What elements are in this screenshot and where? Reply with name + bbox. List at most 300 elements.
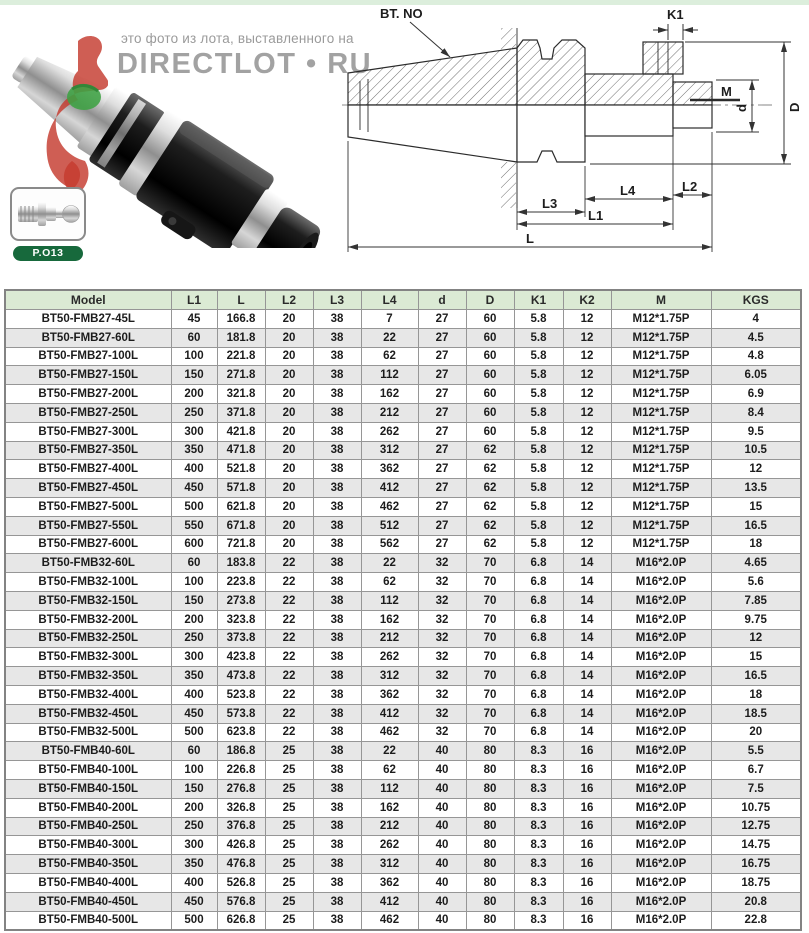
table-row: [5, 685, 801, 704]
value-cell: 526.8: [217, 873, 265, 892]
value-cell: 32: [418, 704, 466, 723]
value-cell: 70: [466, 723, 514, 742]
value-cell: 16: [563, 798, 611, 817]
value-cell: 16.5: [711, 667, 801, 686]
value-cell: 22.8: [711, 911, 801, 930]
value-cell: M12*1.75P: [611, 310, 711, 329]
value-cell: 5.8: [514, 479, 563, 498]
table-row: [5, 554, 801, 573]
value-cell: 20: [265, 385, 313, 404]
value-cell: 426.8: [217, 836, 265, 855]
value-cell: 16: [563, 911, 611, 930]
value-cell: M16*2.0P: [611, 761, 711, 780]
value-cell: M16*2.0P: [611, 779, 711, 798]
value-cell: 400: [171, 873, 217, 892]
value-cell: 60: [466, 347, 514, 366]
value-cell: 5.8: [514, 460, 563, 479]
table-row: [5, 479, 801, 498]
value-cell: 623.8: [217, 723, 265, 742]
value-cell: 462: [361, 497, 418, 516]
value-cell: 4.5: [711, 328, 801, 347]
value-cell: 5.8: [514, 310, 563, 329]
value-cell: 326.8: [217, 798, 265, 817]
value-cell: 16: [563, 817, 611, 836]
value-cell: 7.5: [711, 779, 801, 798]
value-cell: 300: [171, 422, 217, 441]
value-cell: 38: [313, 685, 361, 704]
value-cell: 150: [171, 366, 217, 385]
value-cell: 38: [313, 385, 361, 404]
column-header-d: d: [418, 290, 466, 310]
value-cell: 25: [265, 742, 313, 761]
value-cell: 5.8: [514, 441, 563, 460]
value-cell: 10.5: [711, 441, 801, 460]
value-cell: 14: [563, 723, 611, 742]
column-header-kgs: KGS: [711, 290, 801, 310]
label-l2: L2: [682, 179, 698, 194]
value-cell: M16*2.0P: [611, 723, 711, 742]
value-cell: 523.8: [217, 685, 265, 704]
value-cell: 70: [466, 667, 514, 686]
value-cell: 32: [418, 591, 466, 610]
value-cell: 8.3: [514, 836, 563, 855]
value-cell: 6.8: [514, 573, 563, 592]
value-cell: M16*2.0P: [611, 817, 711, 836]
ground-hatch-top: [501, 28, 516, 70]
value-cell: 38: [313, 347, 361, 366]
value-cell: 38: [313, 704, 361, 723]
value-cell: 70: [466, 610, 514, 629]
value-cell: 571.8: [217, 479, 265, 498]
value-cell: 20: [265, 347, 313, 366]
value-cell: 62: [466, 497, 514, 516]
value-cell: 462: [361, 911, 418, 930]
value-cell: 12: [563, 347, 611, 366]
value-cell: 80: [466, 798, 514, 817]
value-cell: M12*1.75P: [611, 366, 711, 385]
value-cell: 22: [265, 667, 313, 686]
value-cell: M16*2.0P: [611, 648, 711, 667]
value-cell: 14: [563, 704, 611, 723]
value-cell: 38: [313, 629, 361, 648]
value-cell: 14: [563, 573, 611, 592]
table-row: [5, 573, 801, 592]
value-cell: 20: [265, 460, 313, 479]
value-cell: 500: [171, 497, 217, 516]
table-row: [5, 629, 801, 648]
value-cell: 40: [418, 855, 466, 874]
value-cell: 60: [171, 742, 217, 761]
value-cell: 22: [265, 629, 313, 648]
value-cell: M16*2.0P: [611, 836, 711, 855]
value-cell: 13.5: [711, 479, 801, 498]
value-cell: 80: [466, 836, 514, 855]
value-cell: 12: [563, 403, 611, 422]
model-cell: BT50-FMB32-200L: [5, 610, 171, 629]
value-cell: 62: [361, 347, 418, 366]
value-cell: M12*1.75P: [611, 479, 711, 498]
value-cell: 450: [171, 892, 217, 911]
value-cell: 8.3: [514, 873, 563, 892]
table-row: [5, 667, 801, 686]
value-cell: 20: [265, 366, 313, 385]
value-cell: 32: [418, 573, 466, 592]
value-cell: 14: [563, 648, 611, 667]
model-cell: BT50-FMB40-400L: [5, 873, 171, 892]
table-row: [5, 516, 801, 535]
value-cell: 12: [563, 366, 611, 385]
value-cell: M16*2.0P: [611, 554, 711, 573]
value-cell: 6.8: [514, 648, 563, 667]
table-row: [5, 497, 801, 516]
value-cell: 5.6: [711, 573, 801, 592]
value-cell: 38: [313, 573, 361, 592]
model-cell: BT50-FMB40-500L: [5, 911, 171, 930]
value-cell: 62: [466, 460, 514, 479]
label-d-big: D: [787, 102, 802, 112]
value-cell: 562: [361, 535, 418, 554]
value-cell: 12: [711, 629, 801, 648]
value-cell: 7: [361, 310, 418, 329]
model-cell: BT50-FMB27-550L: [5, 516, 171, 535]
value-cell: 25: [265, 911, 313, 930]
value-cell: 8.3: [514, 892, 563, 911]
table-row: [5, 591, 801, 610]
value-cell: 22: [361, 742, 418, 761]
value-cell: 423.8: [217, 648, 265, 667]
value-cell: 6.7: [711, 761, 801, 780]
model-cell: BT50-FMB27-300L: [5, 422, 171, 441]
value-cell: 15: [711, 497, 801, 516]
value-cell: 70: [466, 629, 514, 648]
value-cell: 25: [265, 817, 313, 836]
table-row: [5, 535, 801, 554]
value-cell: 14: [563, 554, 611, 573]
value-cell: 38: [313, 554, 361, 573]
table-row: [5, 873, 801, 892]
table-row: [5, 610, 801, 629]
value-cell: 38: [313, 648, 361, 667]
model-cell: BT50-FMB32-150L: [5, 591, 171, 610]
value-cell: 5.8: [514, 328, 563, 347]
column-header-l1: L1: [171, 290, 217, 310]
ground-hatch-bottom: [501, 162, 516, 208]
label-k1: K1: [667, 7, 684, 22]
value-cell: 362: [361, 685, 418, 704]
value-cell: 8.3: [514, 855, 563, 874]
value-cell: 60: [466, 422, 514, 441]
value-cell: 16: [563, 742, 611, 761]
value-cell: 626.8: [217, 911, 265, 930]
pull-stud-image: [12, 189, 84, 239]
value-cell: 32: [418, 648, 466, 667]
model-cell: BT50-FMB32-500L: [5, 723, 171, 742]
value-cell: 186.8: [217, 742, 265, 761]
value-cell: 22: [265, 554, 313, 573]
table-row: [5, 779, 801, 798]
value-cell: 38: [313, 892, 361, 911]
value-cell: 20: [711, 723, 801, 742]
value-cell: 80: [466, 779, 514, 798]
value-cell: 350: [171, 441, 217, 460]
value-cell: 25: [265, 761, 313, 780]
model-cell: BT50-FMB40-450L: [5, 892, 171, 911]
value-cell: 112: [361, 779, 418, 798]
value-cell: 22: [265, 704, 313, 723]
value-cell: 400: [171, 685, 217, 704]
value-cell: 80: [466, 742, 514, 761]
value-cell: 12: [563, 441, 611, 460]
value-cell: 8.3: [514, 798, 563, 817]
value-cell: 62: [361, 573, 418, 592]
value-cell: 500: [171, 911, 217, 930]
model-cell: BT50-FMB27-100L: [5, 347, 171, 366]
table-row: [5, 648, 801, 667]
value-cell: 226.8: [217, 761, 265, 780]
value-cell: 8.3: [514, 911, 563, 930]
section-upper: [348, 40, 712, 105]
value-cell: 38: [313, 761, 361, 780]
value-cell: 40: [418, 798, 466, 817]
value-cell: M16*2.0P: [611, 610, 711, 629]
value-cell: 100: [171, 573, 217, 592]
value-cell: 262: [361, 836, 418, 855]
table-row: [5, 836, 801, 855]
value-cell: 362: [361, 873, 418, 892]
model-cell: BT50-FMB40-350L: [5, 855, 171, 874]
outline-lower: [348, 105, 712, 162]
value-cell: 38: [313, 667, 361, 686]
value-cell: 38: [313, 798, 361, 817]
value-cell: 221.8: [217, 347, 265, 366]
value-cell: 271.8: [217, 366, 265, 385]
table-row: [5, 328, 801, 347]
value-cell: 80: [466, 817, 514, 836]
value-cell: M16*2.0P: [611, 629, 711, 648]
value-cell: 25: [265, 836, 313, 855]
value-cell: 14: [563, 685, 611, 704]
value-cell: 32: [418, 723, 466, 742]
label-m: M: [721, 84, 732, 99]
value-cell: 22: [265, 685, 313, 704]
model-cell: BT50-FMB27-60L: [5, 328, 171, 347]
value-cell: 38: [313, 836, 361, 855]
value-cell: 100: [171, 761, 217, 780]
value-cell: 27: [418, 497, 466, 516]
value-cell: M16*2.0P: [611, 798, 711, 817]
value-cell: 450: [171, 479, 217, 498]
value-cell: 162: [361, 798, 418, 817]
table-row: [5, 723, 801, 742]
value-cell: 12: [563, 535, 611, 554]
value-cell: 721.8: [217, 535, 265, 554]
value-cell: 250: [171, 817, 217, 836]
value-cell: 25: [265, 779, 313, 798]
table-row: [5, 742, 801, 761]
model-cell: BT50-FMB32-400L: [5, 685, 171, 704]
value-cell: 6.9: [711, 385, 801, 404]
value-cell: 14: [563, 591, 611, 610]
value-cell: 27: [418, 422, 466, 441]
value-cell: 5.8: [514, 497, 563, 516]
value-cell: 162: [361, 610, 418, 629]
value-cell: 40: [418, 761, 466, 780]
value-cell: 462: [361, 723, 418, 742]
value-cell: 6.8: [514, 685, 563, 704]
value-cell: 40: [418, 836, 466, 855]
value-cell: 12: [563, 479, 611, 498]
value-cell: 162: [361, 385, 418, 404]
value-cell: 473.8: [217, 667, 265, 686]
value-cell: 521.8: [217, 460, 265, 479]
value-cell: 8.3: [514, 761, 563, 780]
value-cell: 70: [466, 648, 514, 667]
value-cell: 38: [313, 610, 361, 629]
value-cell: 100: [171, 347, 217, 366]
value-cell: 38: [313, 441, 361, 460]
value-cell: 38: [313, 591, 361, 610]
value-cell: 27: [418, 403, 466, 422]
table-row: [5, 422, 801, 441]
value-cell: 4: [711, 310, 801, 329]
value-cell: 6.8: [514, 591, 563, 610]
table-row: [5, 460, 801, 479]
value-cell: 371.8: [217, 403, 265, 422]
value-cell: 600: [171, 535, 217, 554]
value-cell: 223.8: [217, 573, 265, 592]
model-cell: BT50-FMB27-45L: [5, 310, 171, 329]
value-cell: 16: [563, 892, 611, 911]
value-cell: 12: [563, 385, 611, 404]
value-cell: 20: [265, 403, 313, 422]
value-cell: 312: [361, 441, 418, 460]
value-cell: 80: [466, 873, 514, 892]
model-cell: BT50-FMB32-350L: [5, 667, 171, 686]
value-cell: 373.8: [217, 629, 265, 648]
value-cell: M16*2.0P: [611, 742, 711, 761]
table-row: [5, 761, 801, 780]
value-cell: 20: [265, 422, 313, 441]
dimension-diagram: [340, 2, 805, 267]
value-cell: 12: [711, 460, 801, 479]
value-cell: M12*1.75P: [611, 535, 711, 554]
value-cell: 500: [171, 723, 217, 742]
table-row: [5, 310, 801, 329]
value-cell: 181.8: [217, 328, 265, 347]
value-cell: 12: [563, 422, 611, 441]
value-cell: 8.3: [514, 779, 563, 798]
value-cell: 38: [313, 460, 361, 479]
column-header-k1: K1: [514, 290, 563, 310]
value-cell: 5.8: [514, 516, 563, 535]
model-cell: BT50-FMB40-100L: [5, 761, 171, 780]
value-cell: 12.75: [711, 817, 801, 836]
value-cell: 12: [563, 460, 611, 479]
value-cell: 12: [563, 310, 611, 329]
value-cell: 32: [418, 554, 466, 573]
value-cell: M16*2.0P: [611, 704, 711, 723]
table-row: [5, 892, 801, 911]
value-cell: 112: [361, 591, 418, 610]
value-cell: 45: [171, 310, 217, 329]
model-cell: BT50-FMB27-400L: [5, 460, 171, 479]
value-cell: 40: [418, 911, 466, 930]
value-cell: M16*2.0P: [611, 573, 711, 592]
value-cell: 150: [171, 591, 217, 610]
value-cell: 18: [711, 535, 801, 554]
value-cell: M16*2.0P: [611, 911, 711, 930]
value-cell: 20: [265, 441, 313, 460]
value-cell: 450: [171, 704, 217, 723]
column-header-m: M: [611, 290, 711, 310]
value-cell: 18: [711, 685, 801, 704]
table-row: [5, 911, 801, 930]
value-cell: 20: [265, 535, 313, 554]
value-cell: 471.8: [217, 441, 265, 460]
value-cell: 7.85: [711, 591, 801, 610]
value-cell: M12*1.75P: [611, 328, 711, 347]
value-cell: 6.8: [514, 610, 563, 629]
value-cell: 62: [466, 535, 514, 554]
value-cell: 70: [466, 591, 514, 610]
value-cell: 32: [418, 629, 466, 648]
value-cell: 60: [466, 385, 514, 404]
label-d-small: d: [734, 104, 749, 112]
value-cell: 38: [313, 516, 361, 535]
value-cell: 5.8: [514, 347, 563, 366]
value-cell: 27: [418, 460, 466, 479]
value-cell: 60: [171, 328, 217, 347]
value-cell: 212: [361, 629, 418, 648]
value-cell: 38: [313, 855, 361, 874]
watermark-caption: это фото из лота, выставленного на: [121, 31, 354, 46]
value-cell: 25: [265, 892, 313, 911]
value-cell: 38: [313, 742, 361, 761]
value-cell: 20: [265, 310, 313, 329]
pull-stud-thumbnail: [10, 187, 86, 241]
value-cell: 16: [563, 855, 611, 874]
value-cell: 300: [171, 836, 217, 855]
value-cell: 273.8: [217, 591, 265, 610]
value-cell: 18.5: [711, 704, 801, 723]
value-cell: 38: [313, 328, 361, 347]
value-cell: 70: [466, 704, 514, 723]
label-bt-no: BT. NO: [380, 6, 423, 21]
value-cell: 70: [466, 573, 514, 592]
value-cell: 312: [361, 667, 418, 686]
value-cell: 18.75: [711, 873, 801, 892]
value-cell: 27: [418, 310, 466, 329]
value-cell: 576.8: [217, 892, 265, 911]
value-cell: 38: [313, 403, 361, 422]
value-cell: 350: [171, 667, 217, 686]
value-cell: 412: [361, 892, 418, 911]
table-row: [5, 385, 801, 404]
value-cell: 27: [418, 385, 466, 404]
k1-dimension: [653, 24, 698, 40]
value-cell: M16*2.0P: [611, 685, 711, 704]
value-cell: 512: [361, 516, 418, 535]
value-cell: 14: [563, 629, 611, 648]
value-cell: 6.8: [514, 704, 563, 723]
value-cell: 80: [466, 892, 514, 911]
value-cell: 6.8: [514, 723, 563, 742]
model-cell: BT50-FMB40-60L: [5, 742, 171, 761]
value-cell: 6.8: [514, 667, 563, 686]
value-cell: 276.8: [217, 779, 265, 798]
value-cell: 14: [563, 667, 611, 686]
value-cell: 38: [313, 497, 361, 516]
